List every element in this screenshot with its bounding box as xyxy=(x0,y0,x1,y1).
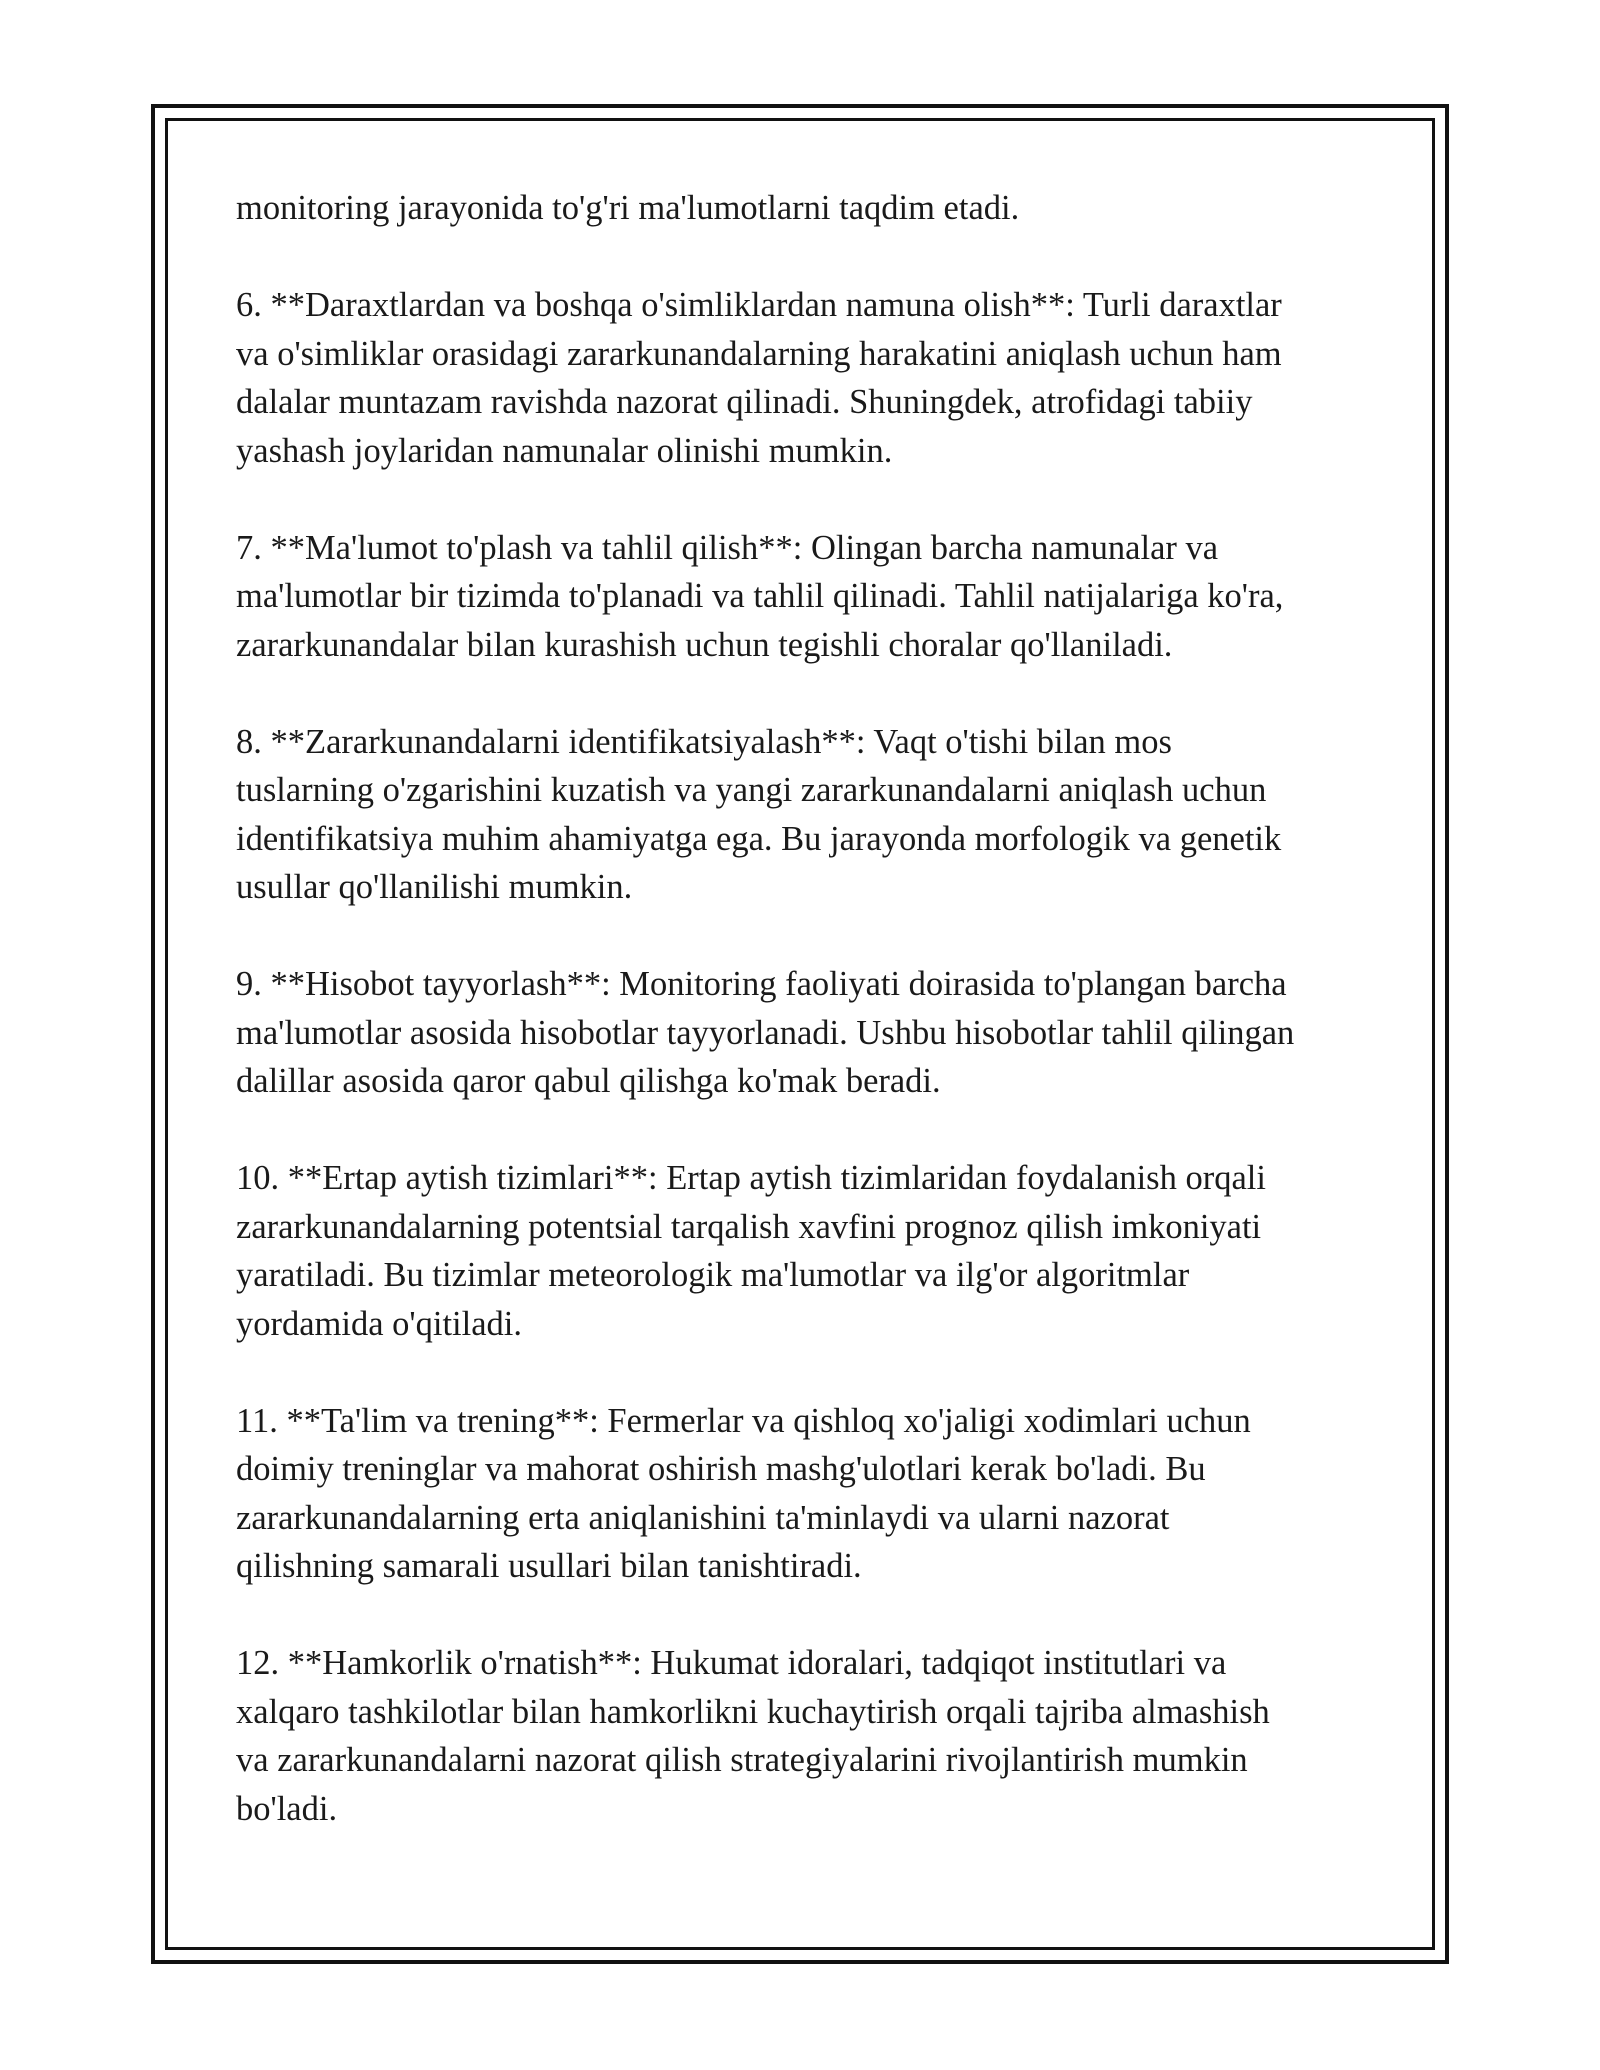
paragraph-item-6: 6. **Daraxtlardan va boshqa o'simliklardan namuna olish**: Turli daraxtlar va o'simliklar orasidagi zararkunandalarning harakatini aniqlash uchun ham dalalar muntazam ravishda nazorat qilinadi. Shuningdek, atrofidagi tabiiy yashash joylaridan namunalar olinishi mumkin. xyxy=(236,286,1282,470)
paragraph-item-9: 9. **Hisobot tayyorlash**: Monitoring faoliyati doirasida to'plangan barcha ma'lumotlar asosida hisobotlar tayyorlanadi. Ushbu hisobotlar tahlil qilingan dalillar asosida qaror qabul qilishga ko'mak beradi. xyxy=(236,965,1295,1100)
paragraph-item-8: 8. **Zararkunandalarni identifikatsiyalash**: Vaqt o'tishi bilan mos tuslarning o'zgarishini kuzatish va yangi zararkunandalarni aniqlash uchun identifikatsiya muhim ahamiyatga ega. Bu jarayonda morfologik va genetik usullar qo'llanilishi mumkin. xyxy=(236,722,1282,906)
paragraph-item-10: 10. **Ertap aytish tizimlari**: Ertap aytish tizimlaridan foydalanish orqali zararkunandalarning potentsial tarqalish xavfini prognoz qilish imkoniyati yaratiladi. Bu tizimlar meteorologik ma'lumotlar va ilg'or algoritmlar yordamida o'qitiladi. xyxy=(236,1159,1266,1343)
paragraph-continuation: monitoring jarayonida to'g'ri ma'lumotlarni taqdim etadi. xyxy=(236,189,1020,227)
document-body xyxy=(236,184,1376,1833)
paragraph-item-12: 12. **Hamkorlik o'rnatish**: Hukumat idoralari, tadqiqot institutlari va xalqaro tashkilotlar bilan hamkorlikni kuchaytirish orqali tajriba almashish va zararkunandalarni nazorat qilish strategiyalarini rivojlantirish mumkin bo'ladi. xyxy=(236,1644,1270,1828)
paragraph-item-7: 7. **Ma'lumot to'plash va tahlil qilish**: Olingan barcha namunalar va ma'lumotlar bir tizimda to'planadi va tahlil qilinadi. Tahlil natijalariga ko'ra, zararkunandalar bilan kurashish uchun tegishli choralar qo'llaniladi. xyxy=(236,528,1284,664)
paragraph-item-11: 11. **Ta'lim va trening**: Fermerlar va qishloq xo'jaligi xodimlari uchun doimiy treninglar va mahorat oshirish mashg'ulotlari kerak bo'ladi. Bu zararkunandalarning erta aniqlanishini ta'minlaydi va ularni nazorat qilishning samarali usullari bilan tanishtiradi. xyxy=(236,1401,1251,1585)
